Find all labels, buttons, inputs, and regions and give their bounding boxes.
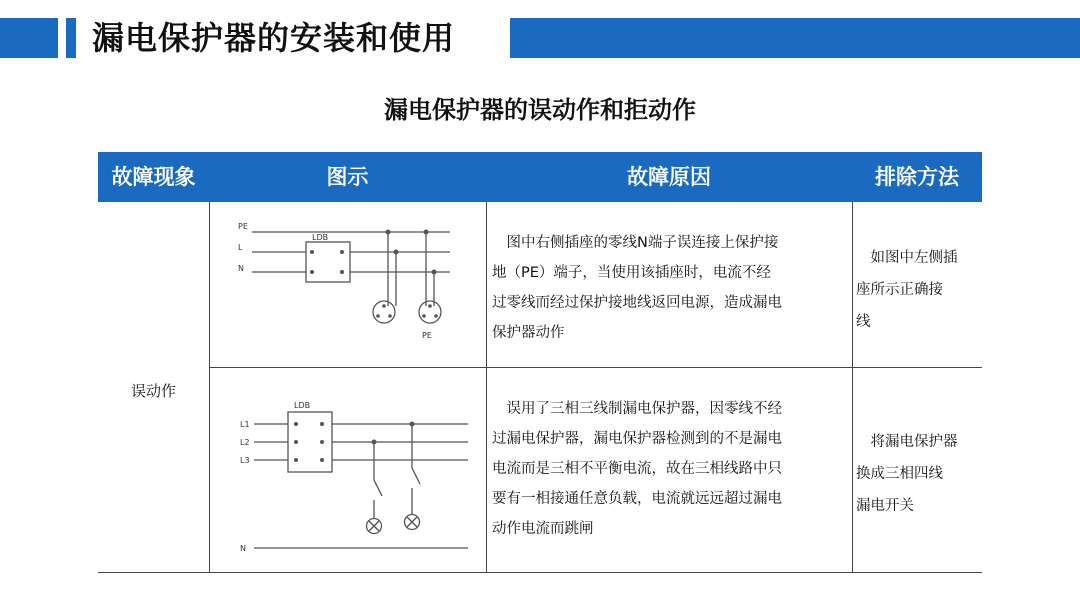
cause-line: 过零线而经过保护接地线返回电源，造成漏电 <box>492 295 782 311</box>
fix-line: 座所示正确接 <box>856 282 943 298</box>
wiring-diagram-three-phase <box>238 398 478 558</box>
wiring-diagram-pe-misconnection <box>230 214 470 344</box>
label-l3: L3 <box>240 456 250 465</box>
label-l: L <box>238 243 243 252</box>
label-ldb: LDB <box>312 233 329 242</box>
header-accent-bar-left <box>0 18 58 58</box>
column-header-fix: 排除方法 <box>875 165 959 189</box>
cause-line: 地（PE）端子，当使用该插座时，电流不经 <box>492 265 771 281</box>
column-header-cause: 故障原因 <box>627 165 711 189</box>
cause-line: 图中右侧插座的零线N端子误连接上保护接 <box>492 235 779 251</box>
column-divider <box>209 202 210 573</box>
fix-line: 漏电开关 <box>856 498 914 514</box>
column-header-symptom: 故障现象 <box>111 165 196 189</box>
fix-line: 将漏电保护器 <box>856 434 958 450</box>
section-title: 漏电保护器的误动作和拒动作 <box>384 96 696 124</box>
fix-cell-row2 <box>856 426 980 522</box>
cause-cell-row2 <box>492 394 850 544</box>
column-divider <box>486 202 487 573</box>
cause-line: 动作电流而跳闸 <box>492 521 594 537</box>
column-header-diagram: 图示 <box>326 165 369 189</box>
symptom-cell: 误动作 <box>130 382 176 400</box>
table-header-row <box>98 152 982 202</box>
column-divider <box>852 202 853 573</box>
fault-table <box>98 152 982 573</box>
label-pe-socket: PE <box>422 331 432 340</box>
cause-line: 电流而是三相不平衡电流，故在三相线路中只 <box>492 461 782 477</box>
row-divider <box>209 367 982 368</box>
fix-line: 线 <box>856 314 871 330</box>
page-title: 漏电保护器的安装和使用 <box>92 19 456 57</box>
fix-line: 换成三相四线 <box>856 466 943 482</box>
header-accent-bar-right <box>510 18 1080 58</box>
label-ldb: LDB <box>294 401 311 410</box>
cause-line: 保护器动作 <box>492 325 565 341</box>
fix-line: 如图中左侧插 <box>856 250 958 266</box>
header-accent-bar-divider <box>66 18 76 58</box>
label-n: N <box>238 264 244 273</box>
cause-line: 要有一相接通任意负载，电流就远远超过漏电 <box>492 491 782 507</box>
label-pe: PE <box>238 222 248 231</box>
label-l1: L1 <box>240 420 250 429</box>
label-l2: L2 <box>240 438 250 447</box>
cause-cell-row1 <box>492 228 850 348</box>
cause-line: 误用了三相三线制漏电保护器，因零线不经 <box>492 401 782 417</box>
cause-line: 过漏电保护器，漏电保护器检测到的不是漏电 <box>492 431 782 447</box>
label-n: N <box>240 544 246 553</box>
table-bottom-border <box>98 572 982 573</box>
fix-cell-row1 <box>856 242 980 338</box>
